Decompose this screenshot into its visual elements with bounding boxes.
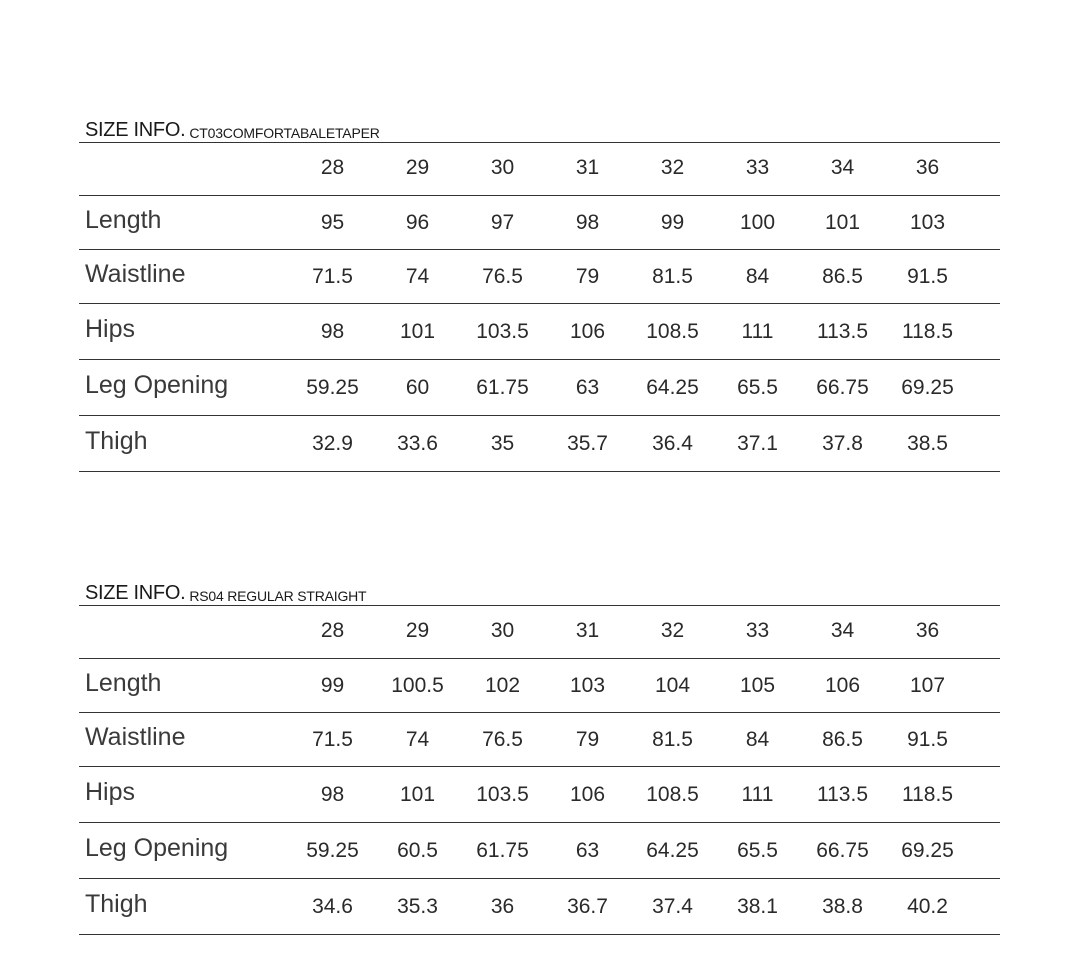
size-header: 32 (660, 619, 685, 642)
row-label: Hips (85, 778, 136, 806)
table-cell: 59.25 (306, 838, 359, 862)
table-cell: 107 (909, 673, 946, 697)
size-header: 29 (405, 156, 430, 179)
size-header: 36 (915, 619, 940, 642)
table-row (79, 196, 1000, 250)
table-cell: 79 (575, 264, 600, 288)
table-cell: 71.5 (312, 727, 353, 751)
size-table-rs04 (79, 575, 1000, 935)
size-header-row (79, 606, 1000, 659)
size-header: 31 (575, 156, 600, 179)
table-cell: 34.6 (312, 894, 353, 918)
table-cell: 33.6 (397, 431, 438, 455)
table-cell: 38.8 (822, 894, 863, 918)
size-header: 34 (830, 156, 855, 179)
table-cell: 59.25 (306, 375, 359, 399)
model-name: CT03COMFORTABALETAPER (189, 125, 380, 141)
table-cell: 64.25 (646, 375, 699, 399)
table-cell: 60 (405, 375, 430, 399)
table-cell: 97 (490, 210, 515, 234)
table-cell: 76.5 (482, 727, 523, 751)
table-row (79, 304, 1000, 360)
row-label: Leg Opening (85, 371, 229, 399)
table-cell: 36 (490, 894, 515, 918)
table-cell: 101 (399, 319, 436, 343)
table-row (79, 416, 1000, 472)
table-cell: 36.4 (652, 431, 693, 455)
table-cell: 81.5 (652, 264, 693, 288)
table-row (79, 823, 1000, 879)
table-cell: 40.2 (907, 894, 948, 918)
table-cell: 103.5 (476, 319, 529, 343)
table-cell: 37.8 (822, 431, 863, 455)
table-cell: 113.5 (817, 782, 868, 806)
table-cell: 104 (654, 673, 691, 697)
table-cell: 103 (909, 210, 946, 234)
table-cell: 61.75 (476, 375, 529, 399)
size-header: 30 (490, 156, 515, 179)
model-name: RS04 REGULAR STRAIGHT (189, 588, 367, 604)
table-cell: 105 (739, 673, 776, 697)
size-header: 33 (745, 619, 770, 642)
table-cell: 69.25 (901, 375, 954, 399)
table-cell: 111 (741, 782, 774, 806)
table-cell: 86.5 (822, 264, 863, 288)
table-row (79, 659, 1000, 713)
table-row (79, 360, 1000, 416)
table-cell: 69.25 (901, 838, 954, 862)
table-cell: 95 (320, 210, 345, 234)
size-header: 29 (405, 619, 430, 642)
table-cell: 37.1 (737, 431, 778, 455)
table-cell: 108.5 (646, 782, 699, 806)
table-cell: 84 (745, 727, 770, 751)
table-cell: 84 (745, 264, 770, 288)
table-cell: 32.9 (312, 431, 353, 455)
table-cell: 63 (575, 375, 600, 399)
table-cell: 76.5 (482, 264, 523, 288)
table-cell: 111 (741, 319, 774, 343)
size-header-row (79, 143, 1000, 196)
table-cell: 98 (320, 319, 345, 343)
table-cell: 118.5 (902, 319, 953, 343)
table-cell: 35.7 (567, 431, 608, 455)
row-label: Thigh (85, 427, 148, 455)
table-cell: 99 (660, 210, 685, 234)
table-row (79, 713, 1000, 767)
row-label: Length (85, 669, 162, 697)
table-cell: 60.5 (397, 838, 438, 862)
table-cell: 106 (569, 319, 606, 343)
size-header: 34 (830, 619, 855, 642)
table-cell: 101 (399, 782, 436, 806)
row-label: Waistline (85, 723, 186, 751)
table-cell: 96 (405, 210, 430, 234)
row-label: Thigh (85, 890, 148, 918)
table-row (79, 767, 1000, 823)
table-cell: 99 (320, 673, 345, 697)
table-cell: 74 (405, 727, 430, 751)
table-cell: 118.5 (902, 782, 953, 806)
table-cell: 63 (575, 838, 600, 862)
table-cell: 91.5 (907, 727, 948, 751)
table-title (79, 575, 1000, 605)
row-label: Waistline (85, 260, 186, 288)
table-cell: 61.75 (476, 838, 529, 862)
size-table-ct03 (79, 112, 1000, 472)
table-cell: 106 (824, 673, 861, 697)
table-cell: 103.5 (476, 782, 529, 806)
title-label: SIZE INFO. (85, 582, 186, 604)
table-row (79, 879, 1000, 935)
title-label: SIZE INFO. (85, 119, 186, 141)
table-cell: 74 (405, 264, 430, 288)
size-header: 28 (320, 156, 345, 179)
table-cell: 101 (824, 210, 861, 234)
table-cell: 108.5 (646, 319, 699, 343)
size-header: 28 (320, 619, 345, 642)
table-cell: 81.5 (652, 727, 693, 751)
table-cell: 64.25 (646, 838, 699, 862)
table-cell: 65.5 (737, 375, 778, 399)
table-cell: 38.5 (907, 431, 948, 455)
table-cell: 91.5 (907, 264, 948, 288)
row-label: Hips (85, 315, 136, 343)
table-cell: 66.75 (816, 838, 869, 862)
table-title (79, 112, 1000, 142)
row-label: Length (85, 206, 162, 234)
table-cell: 38.1 (737, 894, 778, 918)
size-grid (79, 142, 1000, 472)
table-cell: 35 (490, 431, 515, 455)
size-header: 33 (745, 156, 770, 179)
table-cell: 71.5 (312, 264, 353, 288)
table-cell: 100 (739, 210, 776, 234)
table-cell: 66.75 (816, 375, 869, 399)
table-cell: 36.7 (567, 894, 608, 918)
table-cell: 98 (575, 210, 600, 234)
size-header: 36 (915, 156, 940, 179)
table-cell: 65.5 (737, 838, 778, 862)
size-grid (79, 605, 1000, 935)
table-cell: 100.5 (391, 673, 444, 697)
table-cell: 98 (320, 782, 345, 806)
table-cell: 106 (569, 782, 606, 806)
table-cell: 103 (569, 673, 606, 697)
table-cell: 86.5 (822, 727, 863, 751)
size-header: 31 (575, 619, 600, 642)
table-cell: 37.4 (652, 894, 693, 918)
size-header: 32 (660, 156, 685, 179)
size-header: 30 (490, 619, 515, 642)
table-cell: 35.3 (397, 894, 438, 918)
table-row (79, 250, 1000, 304)
table-cell: 79 (575, 727, 600, 751)
table-cell: 102 (484, 673, 521, 697)
row-label: Leg Opening (85, 834, 229, 862)
table-cell: 113.5 (817, 319, 868, 343)
